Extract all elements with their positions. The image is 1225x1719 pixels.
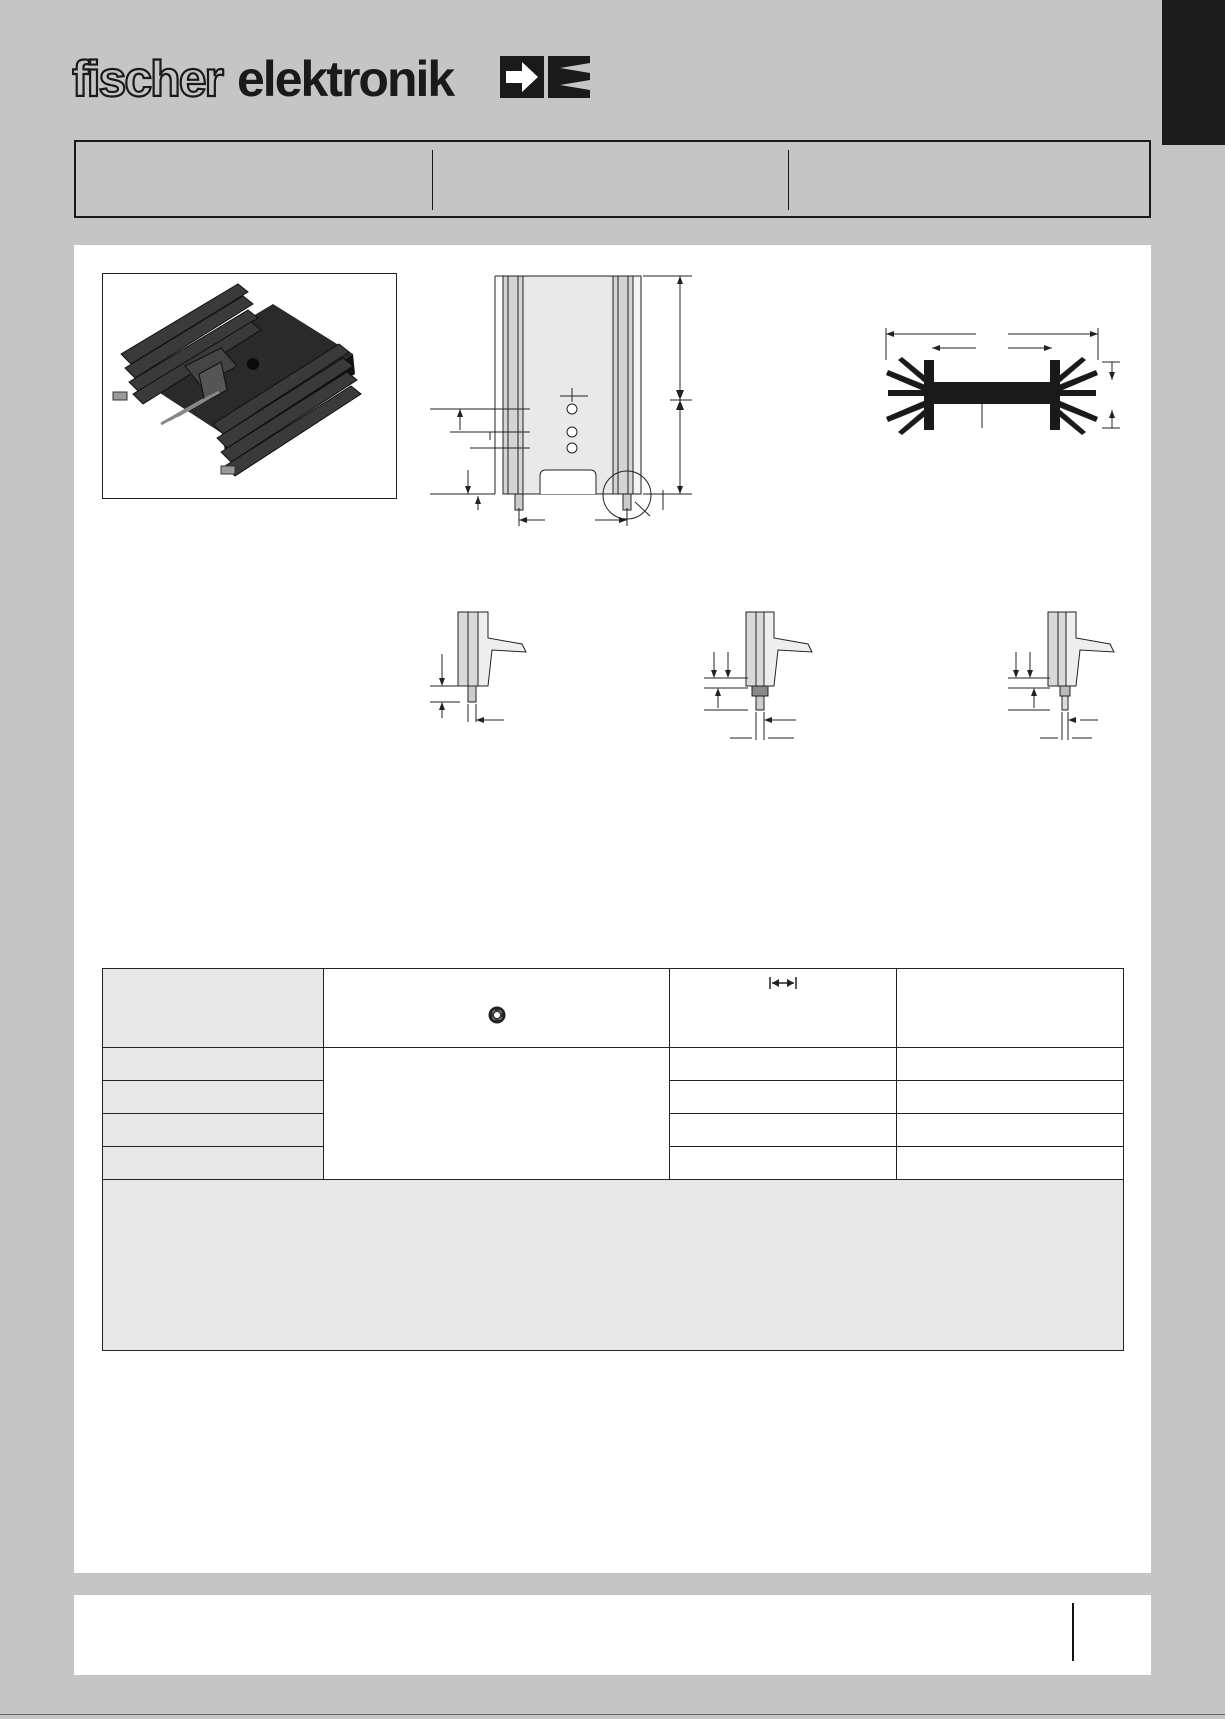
table-cell	[897, 1048, 1124, 1081]
footer-panel	[74, 1595, 1151, 1675]
table-cell	[103, 1114, 324, 1147]
table-cell	[670, 1147, 897, 1180]
header-divider	[788, 150, 789, 210]
table-cell	[103, 1081, 324, 1114]
table-cell	[670, 1048, 897, 1081]
profile-cross-section-drawing	[880, 320, 1126, 440]
pin-detail-b-drawing	[700, 608, 820, 743]
spec-table	[102, 968, 1124, 1351]
table-notes-cell	[103, 1180, 1124, 1351]
bottom-rule	[0, 1714, 1225, 1715]
table-header-cell	[324, 969, 670, 1048]
table-cell	[897, 1114, 1124, 1147]
table-header-cell	[897, 969, 1124, 1048]
table-row	[103, 1048, 1124, 1081]
heatsink-with-transistor-photo	[103, 274, 396, 498]
table-cell	[103, 1048, 324, 1081]
table-notes-row	[103, 1180, 1124, 1351]
pin-detail-a-drawing	[430, 608, 530, 728]
logo-text-elektronik: elektronik	[237, 51, 454, 106]
centering-symbol-icon	[486, 1004, 508, 1026]
table-header-row	[103, 969, 1124, 1048]
table-cell	[670, 1114, 897, 1147]
pin-detail-c-drawing	[1004, 608, 1120, 743]
logo-text-fischer: fischer	[72, 51, 222, 106]
table-cell	[897, 1147, 1124, 1180]
width-arrow-icon	[768, 975, 798, 991]
table-header-cell	[670, 969, 897, 1048]
product-photo	[102, 273, 397, 499]
fischer-elektronik-logo	[72, 50, 592, 106]
header-info-box	[74, 140, 1151, 218]
front-view-drawing	[430, 270, 710, 545]
table-cell	[897, 1081, 1124, 1114]
logo-arrow-mark-icon	[500, 56, 590, 98]
footer-divider	[1072, 1603, 1074, 1661]
table-cell	[670, 1081, 897, 1114]
header-divider	[432, 150, 433, 210]
section-tab-marker	[1162, 0, 1225, 145]
table-cell-merged	[324, 1048, 670, 1180]
table-cell	[103, 1147, 324, 1180]
table-header-cell	[103, 969, 324, 1048]
